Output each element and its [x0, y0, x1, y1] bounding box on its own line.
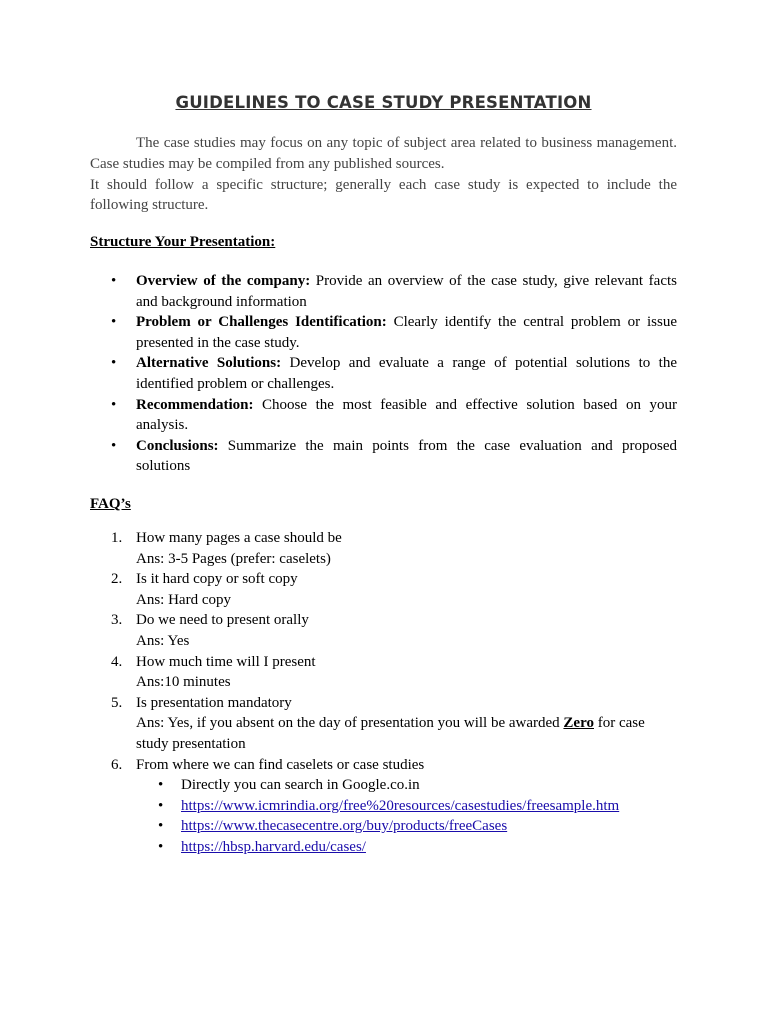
bullet-icon: • — [111, 314, 117, 331]
structure-item-label: Recommendation: — [136, 396, 254, 413]
faq-item — [90, 569, 677, 610]
structure-item-text: Provide an overview of the case study, give relevant facts and background information — [136, 273, 677, 310]
faq-answer: Ans: Yes — [136, 632, 190, 649]
structure-item-label: Conclusions: — [136, 437, 219, 454]
structure-item-text: Develop and evaluate a range of potential solutions to the identified problem or challenges. — [136, 355, 677, 392]
faq-number: 1. — [111, 530, 123, 546]
faq-question: Is it hard copy or soft copy — [136, 571, 298, 588]
structure-item — [90, 436, 677, 477]
faq-question: Do we need to present orally — [136, 612, 309, 629]
intro-paragraph-2: It should follow a specific structure; generally each case study is expected to include the following structure. — [90, 176, 677, 214]
source-item — [136, 796, 677, 817]
icmr-link[interactable]: https://www.icmrindia.org/free%20resources/casestudies/freesample.htm — [181, 797, 620, 814]
faq-question: How much time will I present — [136, 653, 316, 670]
thecasecentre-link[interactable]: https://www.thecasecentre.org/buy/products/freeCases — [181, 818, 508, 835]
faq-number: 6. — [111, 756, 123, 773]
faq-number: 3. — [111, 612, 123, 629]
source-item — [136, 816, 677, 837]
bullet-icon: • — [111, 355, 117, 372]
faq-number: 4. — [111, 653, 123, 670]
structure-item-text: Clearly identify the central problem or issue presented in the case study. — [136, 314, 677, 351]
bullet-icon: • — [158, 777, 164, 794]
hbsp-link[interactable]: https://hbsp.harvard.edu/cases/ — [181, 838, 366, 855]
structure-item — [90, 271, 677, 312]
faq-answer-text: for case study presentation — [136, 715, 645, 752]
document-title: GUIDELINES TO CASE STUDY PRESENTATION — [175, 93, 592, 112]
bullet-icon: • — [158, 818, 164, 835]
faq-question: Is presentation mandatory — [136, 694, 292, 711]
faq-item — [90, 755, 677, 858]
structure-item — [90, 395, 677, 436]
structure-item-text: Choose the most feasible and effective solution based on your analysis. — [136, 396, 677, 434]
bullet-icon: • — [158, 838, 164, 855]
faq-question: From where we can find caselets or case studies — [136, 756, 425, 773]
intro-paragraph-1: The case studies may focus on any topic of subject area related to business management. Case studies may be compiled from any published sources. — [90, 135, 677, 172]
intro-section — [90, 133, 677, 216]
faq-answer-text: Ans: Yes, if you absent on the day of presentation you will be awarded — [136, 715, 564, 732]
structure-item-label: Alternative Solutions: — [136, 355, 282, 372]
source-item — [136, 775, 677, 796]
bullet-icon: • — [111, 273, 117, 289]
faq-item — [90, 528, 677, 569]
structure-item — [90, 353, 677, 394]
faq-list — [90, 528, 677, 858]
faq-question: How many pages a case should be — [136, 530, 342, 546]
zero-emphasis: Zero — [563, 715, 594, 732]
structure-item-label: Problem or Challenges Identification: — [136, 314, 387, 331]
faq-answer: Ans:10 minutes — [136, 674, 231, 691]
structure-list — [90, 271, 677, 477]
structure-heading: Structure Your Presentation: — [90, 234, 276, 250]
sources-list — [136, 775, 677, 857]
faq-answer — [136, 713, 677, 754]
faq-item — [90, 693, 677, 755]
source-item — [136, 837, 677, 858]
faq-item — [90, 610, 677, 651]
faq-answer: Ans: Hard copy — [136, 591, 231, 608]
source-text: Directly you can search in Google.co.in — [181, 777, 420, 794]
faq-heading: FAQ’s — [90, 496, 131, 512]
faq-item — [90, 652, 677, 693]
faq-number: 5. — [111, 694, 123, 711]
structure-item-text: Summarize the main points from the case evaluation and proposed solutions — [136, 437, 677, 475]
structure-item — [90, 312, 677, 353]
bullet-icon: • — [111, 437, 117, 454]
bullet-icon: • — [158, 797, 164, 814]
bullet-icon: • — [111, 396, 117, 413]
structure-item-label: Overview of the company: — [136, 273, 311, 289]
faq-number: 2. — [111, 571, 123, 588]
faq-answer: Ans: 3-5 Pages (prefer: caselets) — [136, 550, 331, 567]
